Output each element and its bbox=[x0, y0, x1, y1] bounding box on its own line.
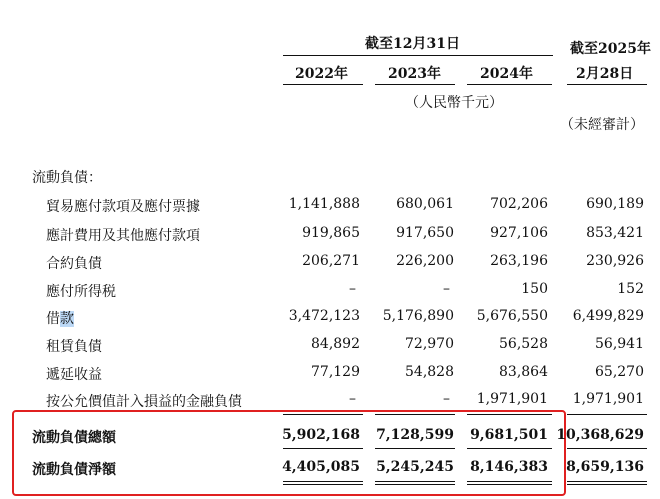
total-cell: 9,681,501 bbox=[470, 427, 548, 443]
cell: 927,106 bbox=[490, 225, 548, 241]
cell: 152 bbox=[617, 281, 644, 297]
cell: 1,971,901 bbox=[476, 391, 548, 407]
double-rule bbox=[375, 484, 455, 485]
cell: – bbox=[349, 391, 356, 407]
total-rule bbox=[375, 448, 455, 449]
cell: 853,421 bbox=[586, 225, 644, 241]
row-label: 應計費用及其他應付款項 bbox=[46, 228, 200, 244]
double-rule bbox=[467, 484, 552, 485]
group-header-rule bbox=[283, 55, 553, 56]
cell: 72,970 bbox=[405, 336, 454, 352]
double-rule bbox=[375, 481, 455, 482]
total-cell: 5,902,168 bbox=[282, 427, 360, 443]
row-label: 應付所得税 bbox=[46, 284, 116, 300]
cell: 917,650 bbox=[396, 225, 454, 241]
cell: 56,941 bbox=[595, 336, 644, 352]
cell: 230,926 bbox=[586, 253, 644, 269]
cell: 206,271 bbox=[302, 253, 360, 269]
cell: 54,828 bbox=[405, 364, 454, 380]
year-2023: 2023年 bbox=[388, 66, 441, 82]
cell: 263,196 bbox=[490, 253, 548, 269]
cell: 690,189 bbox=[586, 196, 644, 212]
audit-note: （未經審計） bbox=[560, 117, 644, 133]
section-title: 流動負債： bbox=[32, 170, 102, 186]
total-rule bbox=[283, 448, 363, 449]
total-rule bbox=[467, 448, 552, 449]
cell: 56,528 bbox=[499, 336, 548, 352]
row-label: 貿易應付款項及應付票據 bbox=[46, 199, 200, 215]
total-rule bbox=[567, 448, 647, 449]
cell: 226,200 bbox=[396, 253, 454, 269]
row-label: 遞延收益 bbox=[46, 367, 102, 383]
row-label: 合約負債 bbox=[46, 256, 102, 272]
row-label: 租賃負債 bbox=[46, 339, 102, 355]
row-label: 按公允價值計入損益的金融負債 bbox=[46, 394, 242, 410]
cell: 83,864 bbox=[499, 364, 548, 380]
row-label-part: 借 bbox=[46, 311, 60, 327]
selected-text[interactable]: 款 bbox=[60, 311, 74, 327]
year-rule-2022 bbox=[283, 84, 363, 85]
total-cell: 4,405,085 bbox=[282, 459, 360, 475]
date-feb28: 2月28日 bbox=[576, 66, 634, 82]
cell: 77,129 bbox=[311, 364, 360, 380]
double-rule bbox=[567, 484, 647, 485]
cell: 150 bbox=[521, 281, 548, 297]
year-rule-2024 bbox=[467, 84, 552, 85]
double-rule bbox=[467, 481, 552, 482]
total-cell: 10,368,629 bbox=[556, 427, 644, 443]
year-rule-2023 bbox=[375, 84, 455, 85]
cell: 680,061 bbox=[396, 196, 454, 212]
cell: 702,206 bbox=[490, 196, 548, 212]
total-cell: 8,146,383 bbox=[470, 459, 548, 475]
double-rule bbox=[283, 481, 363, 482]
cell: 3,472,123 bbox=[288, 308, 360, 324]
cell: 6,499,829 bbox=[572, 308, 644, 324]
cell: 65,270 bbox=[595, 364, 644, 380]
total-label: 流動負債淨額 bbox=[32, 462, 116, 478]
cell: 919,865 bbox=[302, 225, 360, 241]
subtotal-rule bbox=[567, 414, 647, 415]
year-rule-feb bbox=[567, 84, 647, 85]
cell: – bbox=[443, 391, 450, 407]
group-header: 截至12月31日 bbox=[365, 36, 460, 52]
cell: – bbox=[443, 281, 450, 297]
total-cell: 5,245,245 bbox=[376, 459, 454, 475]
double-rule bbox=[283, 484, 363, 485]
double-rule bbox=[567, 481, 647, 482]
total-label: 流動負債總額 bbox=[32, 430, 116, 446]
cell: 84,892 bbox=[311, 336, 360, 352]
cell: 5,676,550 bbox=[476, 308, 548, 324]
row-label bbox=[46, 308, 74, 328]
total-cell: 8,659,136 bbox=[566, 459, 644, 475]
cell: – bbox=[349, 281, 356, 297]
cell: 1,141,888 bbox=[288, 196, 360, 212]
year-2022: 2022年 bbox=[295, 66, 348, 82]
total-cell: 7,128,599 bbox=[376, 427, 454, 443]
cell: 5,176,890 bbox=[382, 308, 454, 324]
unit-note: （人民幣千元） bbox=[405, 95, 503, 111]
extra-col-header: 截至2025年 bbox=[570, 41, 651, 57]
cell: 1,971,901 bbox=[572, 391, 644, 407]
year-2024: 2024年 bbox=[480, 66, 533, 82]
